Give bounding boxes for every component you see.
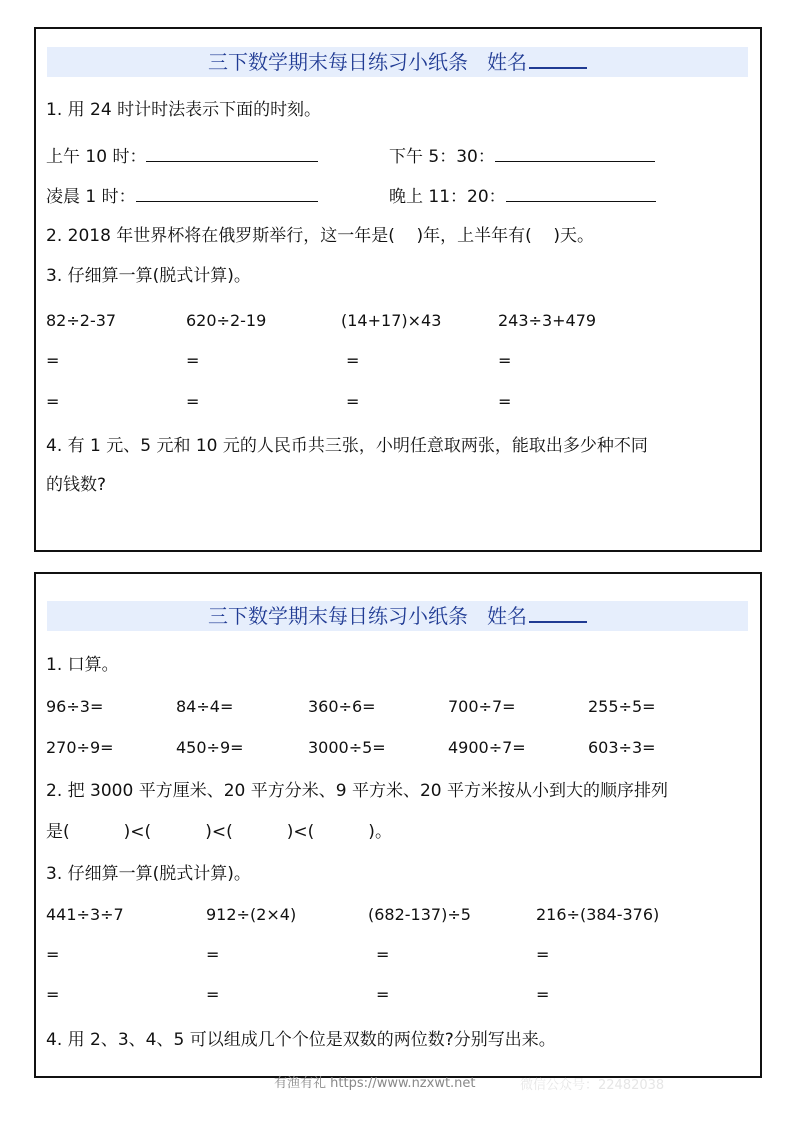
q4-line-2: 的钱数?	[46, 475, 107, 495]
card-title: 三下数学期末每日练习小纸条	[207, 604, 468, 628]
name-label: 姓名	[487, 50, 528, 74]
q4-line-1: 4. 有 1 元、5 元和 10 元的人民币共三张，小明任意取两张，能取出多少种不同	[46, 436, 648, 456]
answer-blank[interactable]	[506, 185, 656, 202]
q2-text: 2. 2018 年世界杯将在俄罗斯举行，这一年是( )年，上半年有( )天。	[46, 226, 595, 246]
step-equals: =	[346, 351, 360, 370]
step-equals: =	[376, 985, 390, 1004]
worksheet-card-1	[34, 27, 762, 552]
step-equals: =	[46, 351, 60, 370]
expression: (14+17)×43	[341, 311, 442, 330]
step-equals: =	[186, 351, 200, 370]
name-input-blank[interactable]	[529, 47, 587, 69]
worksheet-card-2	[34, 572, 762, 1078]
step-equals: =	[536, 985, 550, 1004]
card-title-bar	[47, 601, 748, 631]
q1-item-4: 晚上 11：20：	[389, 185, 656, 208]
mental-math-item: 3000÷5=	[308, 738, 386, 757]
mental-math-item: 270÷9=	[46, 738, 114, 757]
watermark: 有渔有礼 https://www.nzxwt.net	[274, 1076, 476, 1091]
q3-prompt: 3. 仔细算一算(脱式计算)。	[46, 266, 251, 286]
q2-line-2: 是( )<( )<( )<( )。	[46, 822, 392, 842]
step-equals: =	[536, 945, 550, 964]
q3-prompt: 3. 仔细算一算(脱式计算)。	[46, 864, 251, 884]
mental-math-item: 603÷3=	[588, 738, 656, 757]
q1-prompt: 1. 用 24 时计时法表示下面的时刻。	[46, 100, 322, 120]
card-title-bar	[47, 47, 748, 77]
step-equals: =	[346, 392, 360, 411]
step-equals: =	[376, 945, 390, 964]
expression: 441÷3÷7	[46, 905, 124, 924]
mental-math-item: 96÷3=	[46, 697, 104, 716]
expression: 912÷(2×4)	[206, 905, 297, 924]
q1-prompt: 1. 口算。	[46, 655, 119, 675]
step-equals: =	[186, 392, 200, 411]
mental-math-item: 700÷7=	[448, 697, 516, 716]
step-equals: =	[498, 392, 512, 411]
answer-blank[interactable]	[146, 145, 318, 162]
step-equals: =	[206, 985, 220, 1004]
step-equals: =	[46, 985, 60, 1004]
q1-item-1: 上午 10 时：	[46, 145, 318, 168]
watermark-faint: 微信公众号：22482038	[520, 1078, 665, 1093]
step-equals: =	[46, 945, 60, 964]
expression: (682-137)÷5	[368, 905, 471, 924]
q2-line-1: 2. 把 3000 平方厘米、20 平方分米、9 平方米、20 平方米按从小到大的顺序排列	[46, 781, 668, 801]
mental-math-item: 4900÷7=	[448, 738, 526, 757]
q1-item-2: 下午 5：30：	[389, 145, 655, 168]
name-label: 姓名	[487, 604, 528, 628]
expression: 620÷2-19	[186, 311, 267, 330]
mental-math-item: 360÷6=	[308, 697, 376, 716]
q4-text: 4. 用 2、3、4、5 可以组成几个个位是双数的两位数?分别写出来。	[46, 1030, 556, 1050]
q1-item-3: 凌晨 1 时：	[46, 185, 318, 208]
mental-math-item: 255÷5=	[588, 697, 656, 716]
card-title: 三下数学期末每日练习小纸条	[207, 50, 468, 74]
step-equals: =	[46, 392, 60, 411]
step-equals: =	[206, 945, 220, 964]
expression: 82÷2-37	[46, 311, 117, 330]
answer-blank[interactable]	[136, 185, 318, 202]
mental-math-item: 84÷4=	[176, 697, 234, 716]
expression: 243÷3+479	[498, 311, 597, 330]
answer-blank[interactable]	[495, 145, 655, 162]
mental-math-item: 450÷9=	[176, 738, 244, 757]
name-input-blank[interactable]	[529, 601, 587, 623]
expression: 216÷(384-376)	[536, 905, 660, 924]
step-equals: =	[498, 351, 512, 370]
